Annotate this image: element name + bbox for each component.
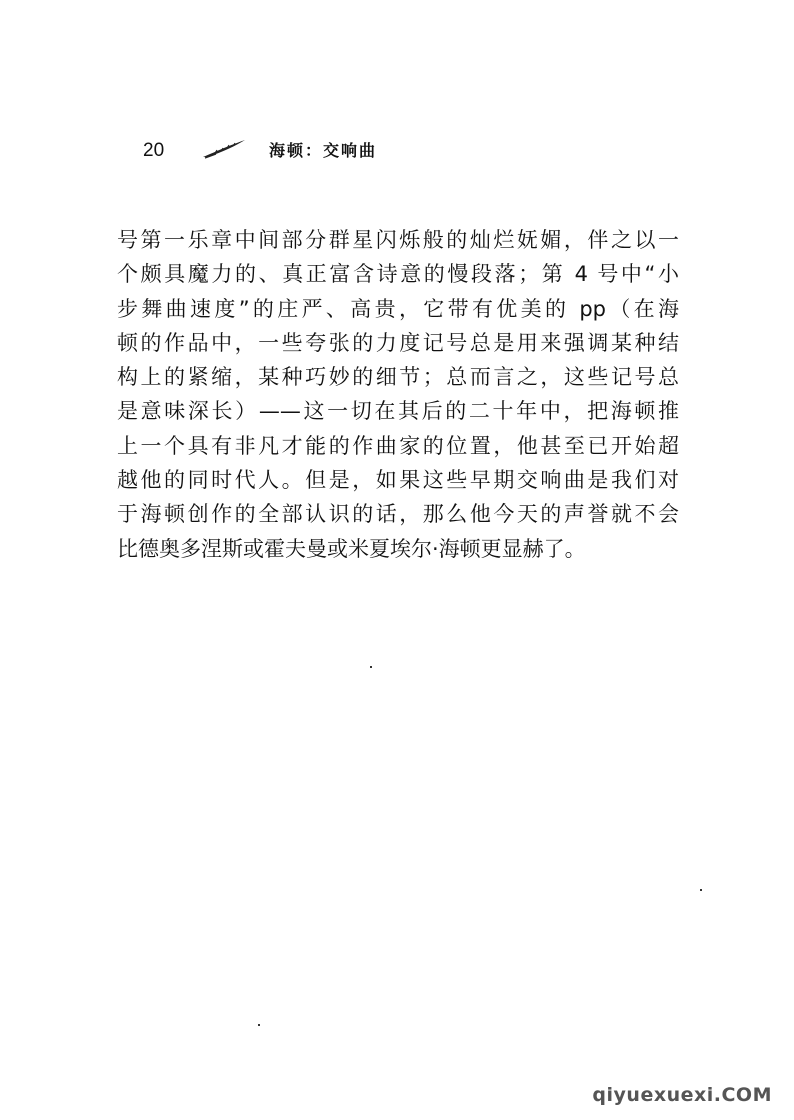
text-line: 号第一乐章中间部分群星闪烁般的灿烂妩媚，伴之以一	[117, 228, 679, 252]
text-line: 越他的同时代人。但是，如果这些早期交响曲是我们对	[117, 468, 679, 493]
text-line: 步舞曲速度”的庄严、高贵，它带有优美的 pp（在海	[117, 296, 679, 321]
text-line: 比德奥多涅斯或霍夫曼或米夏埃尔·海顿更显赫了。	[117, 536, 586, 561]
running-head	[143, 134, 443, 168]
text-line: 是意味深长）——这一切在其后的二十年中，把海顿推	[117, 399, 679, 424]
scan-speck	[370, 666, 372, 668]
site-watermark: qiyuexuexi.COM	[592, 1084, 772, 1106]
text-line: 顿的作品中，一些夸张的力度记号总是用来强调某种结	[117, 330, 679, 355]
text-line: 上一个具有非凡才能的作曲家的位置，他甚至已开始超	[117, 433, 679, 458]
scan-speck	[700, 889, 702, 891]
text-line: 于海顿创作的全部认识的话，那么他今天的声誉就不会	[117, 502, 679, 527]
body-paragraph	[117, 223, 679, 566]
quill-pen-icon	[201, 138, 247, 160]
page-number: 20	[143, 140, 165, 161]
scan-speck	[258, 1024, 260, 1026]
running-head-title: 海顿：交响曲	[269, 141, 378, 160]
text-line: 构上的紧缩，某种巧妙的细节；总而言之，这些记号总	[117, 365, 679, 390]
text-line: 个颇具魔力的、真正富含诗意的慢段落；第 4 号中“小	[117, 262, 679, 287]
